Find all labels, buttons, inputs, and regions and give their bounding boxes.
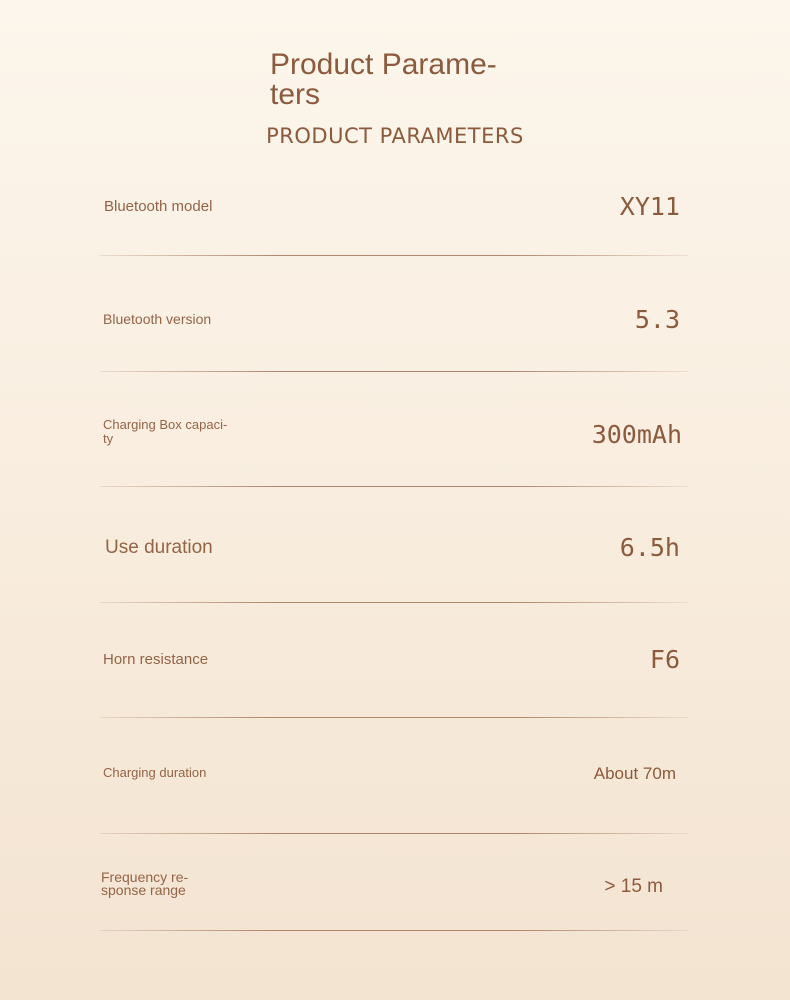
divider — [100, 833, 688, 834]
divider — [100, 930, 688, 931]
param-value: 300mAh — [591, 420, 682, 449]
param-value: > 15 m — [604, 876, 663, 897]
param-value: About 70m — [593, 764, 676, 783]
divider — [100, 602, 688, 603]
page-subtitle: PRODUCT PARAMETERS — [266, 124, 524, 148]
page-title: Product Parame- ters — [270, 48, 497, 111]
param-label: Frequency re- sponse range — [101, 869, 189, 898]
param-label: Charging Box capaci- ty — [103, 417, 228, 446]
param-value: 5.3 — [634, 305, 680, 334]
param-label: Charging duration — [103, 765, 207, 780]
param-label: Bluetooth version — [103, 311, 212, 327]
param-value: 6.5h — [619, 533, 680, 562]
divider — [100, 717, 688, 718]
param-label: Bluetooth model — [104, 198, 213, 215]
param-value: F6 — [649, 645, 680, 674]
param-label: Horn resistance — [103, 651, 209, 668]
param-label: Use duration — [105, 537, 213, 558]
divider — [100, 371, 688, 372]
param-value: XY11 — [619, 192, 680, 221]
divider — [100, 255, 688, 256]
divider — [100, 486, 688, 487]
